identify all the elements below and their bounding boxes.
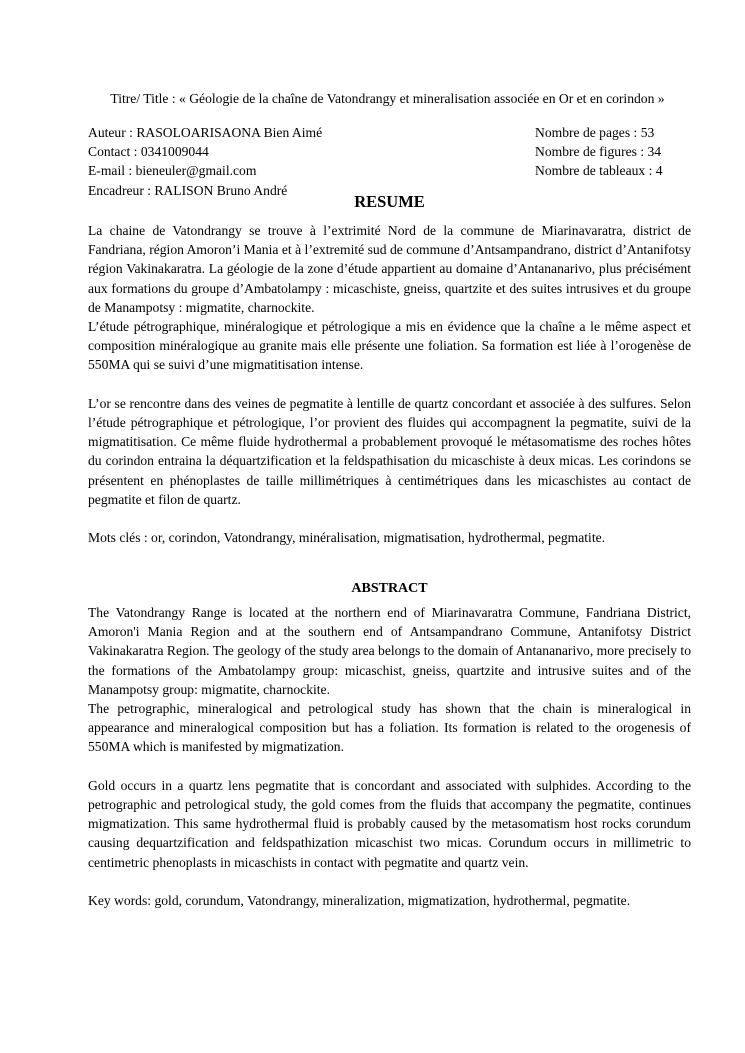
- abstract-heading: ABSTRACT: [351, 581, 428, 596]
- abstract-paragraph: Gold occurs in a quartz lens pegmatite that is concordant and associated with sulphides. According to the petrographic and petrological study, the gold comes from the fluids that accompany the pegmatite, continues migmatization. This same hydrothermal fluid is probably caused by the metasomatism host rocks corundum causing dequartzification and feldspathization micaschist two micas. Corundum occurs in millimetric to centimetric phenoplasts in micaschists in contact with pegmatite and quartz vein.: [88, 777, 691, 870]
- author: Auteur : RASOLOARISAONA Bien Aimé: [88, 125, 323, 140]
- resume-heading: RESUME: [354, 192, 425, 211]
- page-count: Nombre de pages : 53: [535, 125, 655, 140]
- resume-keywords: Mots clés : or, corindon, Vatondrangy, minéralisation, migmatisation, hydrothermal, pegmatite.: [88, 530, 606, 546]
- author-info: [88, 123, 508, 200]
- resume-paragraph: L’étude pétrographique, minéralogique et pétrologique a mis en évidence que la chaîne a le même aspect et composition minéralogique au granite mais elle présente une foliation. Sa formation est liée à l’orogenèse de 550MA qui se suivi d’une migmatitisation intense.: [88, 319, 691, 373]
- email: E-mail : bieneuler@gmail.com: [88, 163, 257, 179]
- document-title: Titre/ Title : « Géologie de la chaîne de Vatondrangy et mineralisation associée en Or et en corindon »: [110, 91, 665, 106]
- document-stats: [535, 123, 705, 181]
- resume-paragraph: L’or se rencontre dans des veines de pegmatite à lentille de quartz concordant et associée à des sulfures. Selon l’étude pétrographique et pétrologique, l’or provient des fluides qui accompagnent la pegmatite, suivi de la migmatitisation. Ce même fluide hydrothermal a probablement provoqué le métasomatisme des roches hôtes du corindon entraina la déquartzification et la feldspathisation du micaschiste à deux micas. Les corindons se présentent en phénoplastes de taille millimétriques à centimétriques dans les micaschistes au contact de pegmatite et filon de quartz.: [88, 395, 691, 507]
- resume-body: [88, 221, 691, 547]
- figure-count: Nombre de figures : 34: [535, 144, 662, 160]
- abstract-paragraph: The petrographic, mineralogical and petrological study has shown that the chain is mineralogical in appearance and mineralogical composition but has a foliation. Its formation is related to the orogenesis of 550MA which is manifested by migmatization.: [88, 701, 691, 755]
- abstract-keywords: Key words: gold, corundum, Vatondrangy, mineralization, migmatization, hydrothermal, pegmatite.: [88, 893, 631, 909]
- supervisor: Encadreur : RALISON Bruno André: [88, 182, 288, 198]
- resume-paragraph: La chaine de Vatondrangy se trouve à l’extrimité Nord de la commune de Miarinavaratra, district de Fandriana, région Amoron’i Mania et à l’extremité sud de commune d’Antsampandrano, district d’Antanifotsy région Vakinakaratra. La géologie de la zone d’étude appartient au domaine d’Antananarivo, plus précisément aux formations du groupe d’Ambatolampy : micaschiste, gneiss, quartzite et des suites intrusives et du groupe de Manampotsy : migmatite, charnockite.: [88, 223, 691, 315]
- abstract-paragraph: The Vatondrangy Range is located at the northern end of Miarinavaratra Commune, Fandriana District, Amoron'i Mania Region and at the southern end of Antsampandrano Commune, Antanifotsy District Vakinakaratra Region. The geology of the study area belongs to the domain of Antananarivo, more precisely to the formations of the Ambatolampy group: micaschist, gneiss, quartzite and intrusive suites and of the Manampotsy group: migmatite, charnockite.: [88, 605, 691, 697]
- table-count: Nombre de tableaux : 4: [535, 163, 663, 179]
- abstract-body: [88, 603, 691, 910]
- contact: Contact : 0341009044: [88, 144, 209, 160]
